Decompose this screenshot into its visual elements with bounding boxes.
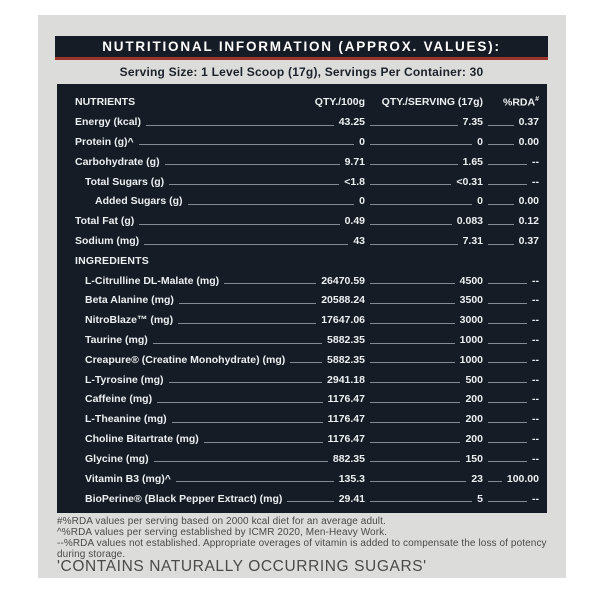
- leader-line: [488, 204, 514, 205]
- title-bar: [55, 36, 548, 60]
- table-row: [75, 366, 539, 386]
- row-label: Caffeine (mg): [85, 393, 153, 406]
- qty-100g-value: 0: [359, 195, 365, 208]
- rda-cell: [483, 434, 539, 446]
- rda-cell: [483, 454, 539, 466]
- rda-value: --: [532, 353, 539, 366]
- leader-line: [488, 442, 527, 443]
- rda-cell: [483, 295, 539, 307]
- qty-100g-value: 2941.18: [327, 373, 365, 386]
- qty-serving-value: 7.35: [462, 116, 483, 129]
- row-label: Total Sugars (g): [85, 175, 165, 188]
- qty-100g-value: 43.25: [338, 116, 365, 129]
- rda-cell: [483, 414, 539, 426]
- qty-serving-cell: [365, 394, 483, 406]
- footnotes: [57, 516, 559, 560]
- leader-line: [488, 164, 527, 165]
- rda-value: 0.00: [518, 135, 539, 148]
- rda-cell: [483, 196, 539, 208]
- rda-value: --: [532, 413, 539, 426]
- row-label: NitroBlaze™ (mg): [85, 314, 174, 327]
- leader-line: [154, 461, 328, 462]
- rda-value: --: [532, 274, 539, 287]
- row-label: L-Tyrosine (mg): [85, 373, 164, 386]
- table-row: [75, 188, 539, 208]
- leader-line: [370, 402, 460, 403]
- leader-line: [370, 125, 458, 126]
- row-label: Added Sugars (g): [95, 195, 183, 208]
- sugars-note: 'CONTAINS NATURALLY OCCURRING SUGARS': [57, 558, 427, 575]
- rda-value: --: [532, 373, 539, 386]
- leader-line: [204, 442, 323, 443]
- table-row: [75, 446, 539, 466]
- leader-line: [370, 461, 460, 462]
- leader-line: [157, 402, 323, 403]
- table-row: [75, 327, 539, 347]
- table-row: [75, 426, 539, 446]
- row-label: Beta Alanine (mg): [85, 294, 174, 307]
- leader-line: [370, 501, 472, 502]
- serving-size-line: Serving Size: 1 Level Scoop (17g), Servings Per Container: 30: [119, 65, 484, 79]
- qty-100g-value: 1176.47: [327, 393, 365, 406]
- rda-cell: [483, 355, 539, 367]
- qty-serving-cell: [365, 474, 483, 486]
- qty-serving-cell: [365, 375, 483, 387]
- rda-value: --: [532, 155, 539, 168]
- qty-serving-cell: [365, 216, 483, 228]
- row-label: Sodium (mg): [75, 234, 140, 247]
- row-label: L-Theanine (mg): [85, 413, 167, 426]
- row-label: INGREDIENTS: [75, 254, 149, 267]
- qty-serving-value: 23: [471, 472, 483, 485]
- rda-cell: [483, 137, 539, 149]
- leader-line: [144, 244, 348, 245]
- leader-line: [370, 323, 455, 324]
- leader-line: [488, 323, 527, 324]
- leader-line: [139, 224, 339, 225]
- qty-serving-value: 4500: [459, 274, 483, 287]
- leader-line: [153, 343, 322, 344]
- leader-line: [488, 402, 527, 403]
- qty-serving-value: <0.31: [456, 175, 483, 188]
- rda-value: --: [532, 294, 539, 307]
- rda-value: --: [532, 314, 539, 327]
- leader-line: [179, 303, 316, 304]
- table-row: [75, 287, 539, 307]
- qty-serving-cell: [365, 355, 483, 367]
- column-header-qty-serving: QTY./SERVING (17g): [381, 96, 483, 109]
- qty-100g-value: 20588.24: [321, 294, 365, 307]
- rda-cell: [483, 394, 539, 406]
- rda-value: --: [532, 433, 539, 446]
- table-row: [75, 406, 539, 426]
- rda-cell: [483, 494, 539, 506]
- row-label: Carbohydrate (g): [75, 155, 160, 168]
- leader-line: [488, 461, 527, 462]
- table-row: [75, 208, 539, 228]
- qty-100g-value: 1176.47: [327, 433, 365, 446]
- leader-line: [488, 125, 514, 126]
- rda-cell: [483, 117, 539, 129]
- qty-serving-value: 0: [477, 135, 483, 148]
- table-row: [75, 465, 539, 485]
- qty-100g-value: 882.35: [332, 452, 365, 465]
- qty-100g-value: <1.8: [344, 175, 365, 188]
- rda-value: --: [532, 452, 539, 465]
- leader-line: [488, 501, 527, 502]
- qty-serving-value: 1000: [459, 353, 483, 366]
- qty-serving-cell: [365, 335, 483, 347]
- leader-line: [370, 224, 452, 225]
- rda-value: --: [532, 175, 539, 188]
- page-title: NUTRITIONAL INFORMATION (APPROX. VALUES):: [102, 39, 501, 54]
- leader-line: [370, 204, 472, 205]
- qty-100g-value: 135.3: [338, 472, 365, 485]
- column-header-nutrients: NUTRIENTS: [75, 96, 136, 109]
- row-label: Vitamin B3 (mg)^: [85, 472, 171, 485]
- footnote-rda-basis: #%RDA values per serving based on 2000 kcal diet for an average adult.: [57, 516, 386, 527]
- qty-serving-cell: [365, 315, 483, 327]
- leader-line: [176, 481, 334, 482]
- table-row: [75, 267, 539, 287]
- leader-line: [488, 283, 527, 284]
- qty-serving-value: 3000: [459, 314, 483, 327]
- column-header-rda-cell: [483, 96, 539, 109]
- footnote-icmr: ^%RDA values per serving established by ICMR 2020, Men-Heavy Work.: [57, 527, 388, 538]
- table-row: [75, 386, 539, 406]
- qty-serving-value: 5: [477, 492, 483, 505]
- table-header-row: [75, 89, 539, 109]
- leader-line: [370, 422, 460, 423]
- rda-value: 0.37: [518, 116, 539, 129]
- rda-value: 0.37: [518, 234, 539, 247]
- leader-line: [370, 382, 460, 383]
- qty-serving-cell: [365, 177, 483, 189]
- qty-100g-value: 17647.06: [321, 314, 365, 327]
- qty-serving-value: 1.65: [462, 155, 483, 168]
- row-label: Energy (kcal): [75, 116, 141, 129]
- rda-cell: [483, 157, 539, 169]
- leader-line: [172, 422, 323, 423]
- leader-line: [224, 283, 316, 284]
- leader-line: [488, 244, 514, 245]
- qty-serving-cell: [365, 117, 483, 129]
- qty-100g-value: 5882.35: [327, 353, 365, 366]
- row-label: L-Citrulline DL-Malate (mg): [85, 274, 220, 287]
- qty-100g-value: 5882.35: [327, 334, 365, 347]
- rda-value: --: [532, 393, 539, 406]
- table-row: [75, 168, 539, 188]
- qty-serving-cell: [365, 494, 483, 506]
- rda-cell: [483, 375, 539, 387]
- leader-line: [488, 224, 514, 225]
- rda-cell: [483, 177, 539, 189]
- qty-serving-value: 200: [465, 433, 483, 446]
- leader-line: [488, 422, 527, 423]
- column-header-rda: [503, 96, 539, 109]
- rda-superscript: #: [535, 95, 539, 103]
- qty-serving-value: 0: [477, 195, 483, 208]
- leader-line: [370, 283, 455, 284]
- leader-line: [370, 144, 472, 145]
- qty-serving-cell: [365, 236, 483, 248]
- rda-label: %RDA: [503, 96, 536, 109]
- qty-100g-value: 0: [359, 135, 365, 148]
- qty-serving-cell: [365, 196, 483, 208]
- leader-line: [370, 184, 451, 185]
- leader-line: [370, 442, 460, 443]
- table-row: [75, 307, 539, 327]
- leader-line: [370, 164, 458, 165]
- qty-serving-value: 200: [465, 393, 483, 406]
- leader-line: [370, 343, 455, 344]
- row-label: Protein (g)^: [75, 135, 134, 148]
- leader-line: [146, 125, 334, 126]
- rda-value: 0.12: [518, 215, 539, 228]
- qty-serving-cell: [365, 434, 483, 446]
- rda-cell: [483, 474, 539, 486]
- leader-line: [488, 362, 527, 363]
- rda-value: --: [532, 334, 539, 347]
- table-row: [75, 148, 539, 168]
- qty-100g-value: 26470.59: [321, 274, 365, 287]
- qty-serving-cell: [365, 276, 483, 288]
- qty-serving-value: 0.083: [456, 215, 483, 228]
- column-header-qty-100g: QTY./100g: [314, 96, 365, 109]
- rda-cell: [483, 216, 539, 228]
- qty-100g-value: 1176.47: [327, 413, 365, 426]
- leader-line: [370, 481, 466, 482]
- table-row: [75, 485, 539, 505]
- row-label: BioPerine® (Black Pepper Extract) (mg): [85, 492, 283, 505]
- qty-serving-cell: [365, 157, 483, 169]
- qty-serving-value: 7.31: [462, 234, 483, 247]
- row-label: Taurine (mg): [85, 334, 148, 347]
- leader-line: [488, 382, 527, 383]
- rda-value: 0.00: [518, 195, 539, 208]
- leader-line: [370, 303, 455, 304]
- table-row: [75, 347, 539, 367]
- qty-100g-value: 0.49: [344, 215, 365, 228]
- rda-cell: [483, 276, 539, 288]
- qty-serving-value: 1000: [459, 334, 483, 347]
- leader-line: [488, 343, 527, 344]
- qty-100g-value: 43: [353, 234, 365, 247]
- leader-line: [370, 362, 455, 363]
- leader-line: [488, 481, 502, 482]
- leader-line: [178, 323, 316, 324]
- rda-cell: [483, 236, 539, 248]
- column-header-qty-serving-cell: [365, 97, 483, 109]
- leader-line: [290, 362, 322, 363]
- leader-line: [169, 184, 339, 185]
- footnote-not-established: --%RDA values not established. Appropriate overages of vitamin is added to compensate the loss of potency during storage.: [57, 538, 547, 560]
- row-label: Creapure® (Creatine Monohydrate) (mg): [85, 353, 286, 366]
- leader-line: [488, 303, 527, 304]
- leader-line: [169, 382, 322, 383]
- leader-line: [287, 501, 333, 502]
- qty-100g-value: 29.41: [338, 492, 365, 505]
- leader-line: [370, 244, 458, 245]
- row-label: Choline Bitartrate (mg): [85, 433, 199, 446]
- nutrition-table: [57, 84, 547, 513]
- rda-value: 100.00: [506, 472, 539, 485]
- rda-cell: [483, 335, 539, 347]
- qty-serving-cell: [365, 137, 483, 149]
- qty-100g-value: 9.71: [344, 155, 365, 168]
- leader-line: [139, 144, 355, 145]
- qty-serving-value: 500: [465, 373, 483, 386]
- qty-serving-cell: [365, 295, 483, 307]
- qty-serving-cell: [365, 414, 483, 426]
- qty-serving-cell: [365, 454, 483, 466]
- table-row: [75, 228, 539, 248]
- row-label: Total Fat (g): [75, 215, 135, 228]
- rda-value: --: [532, 492, 539, 505]
- leader-line: [488, 144, 514, 145]
- qty-serving-value: 200: [465, 413, 483, 426]
- row-label: Glycine (mg): [85, 452, 149, 465]
- leader-line: [488, 184, 527, 185]
- table-row: [75, 248, 539, 268]
- leader-line: [165, 164, 340, 165]
- table-row: [75, 109, 539, 129]
- table-row: [75, 129, 539, 149]
- leader-line: [188, 204, 355, 205]
- qty-serving-value: 3500: [459, 294, 483, 307]
- qty-serving-value: 150: [465, 452, 483, 465]
- rda-cell: [483, 315, 539, 327]
